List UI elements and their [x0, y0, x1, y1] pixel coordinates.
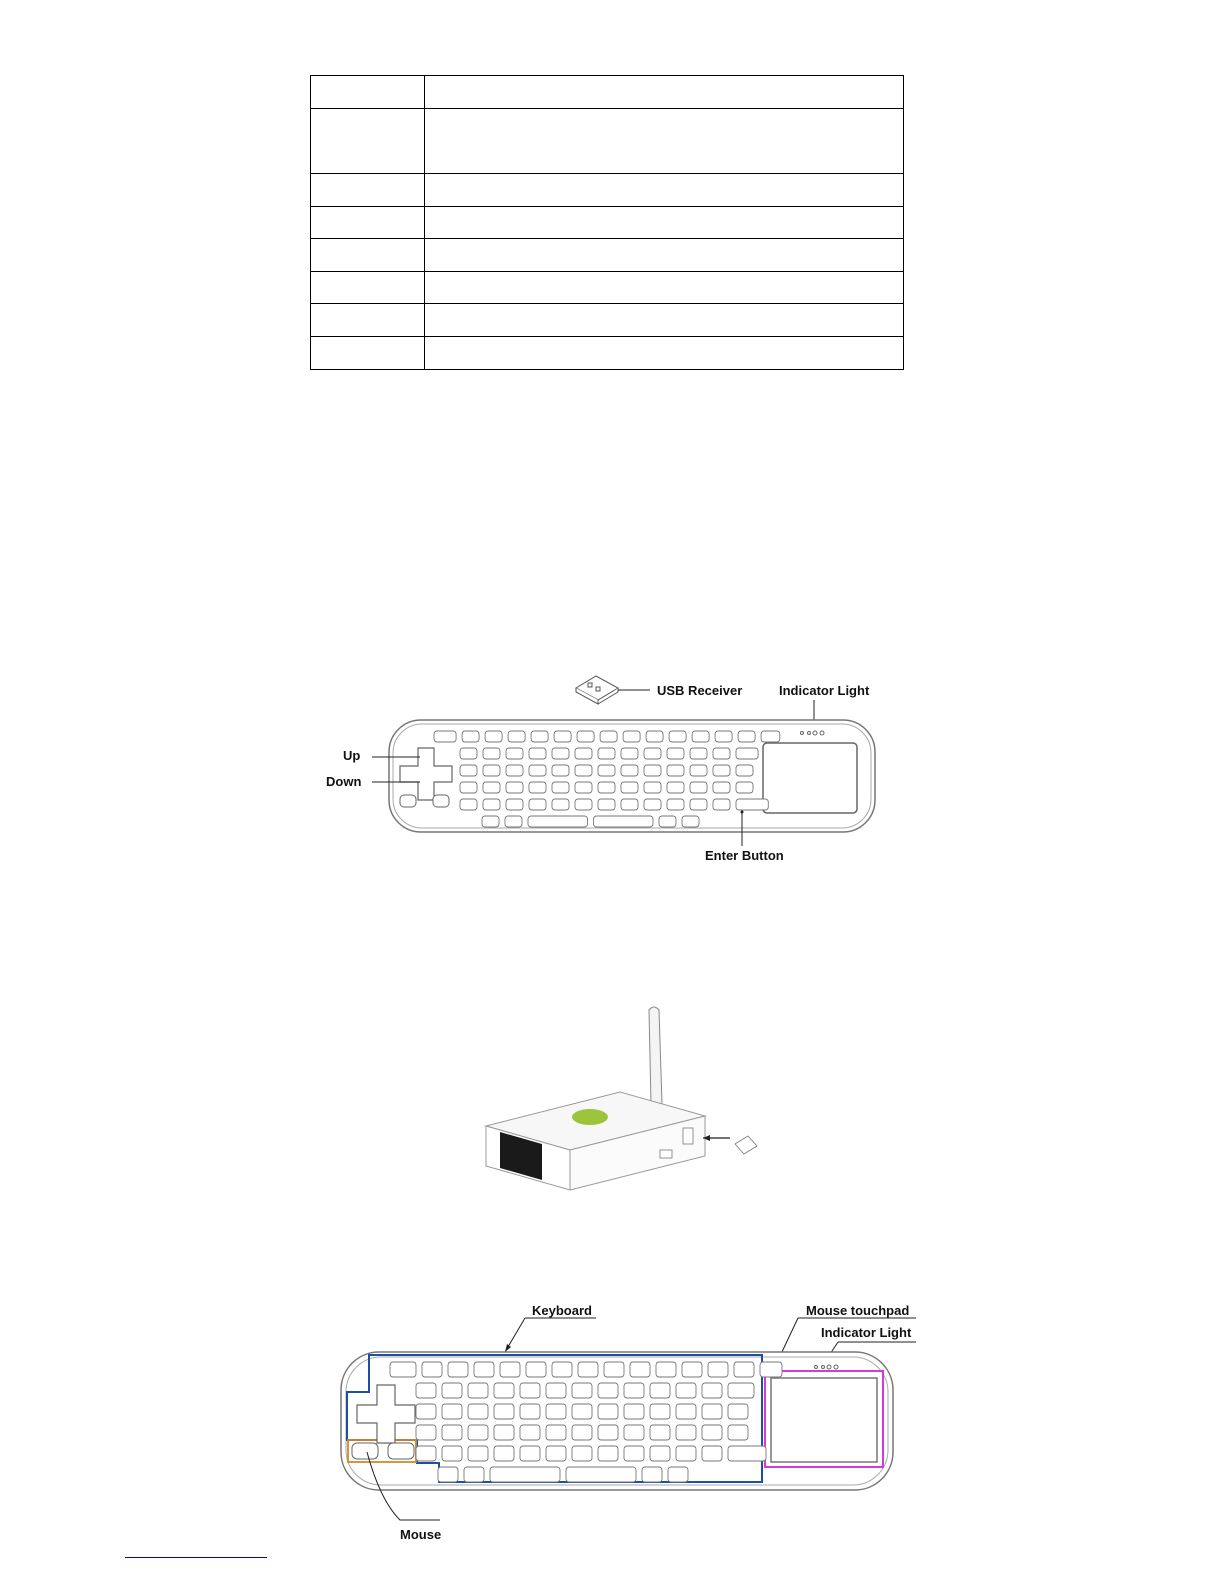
mouse-label: Mouse: [400, 1527, 442, 1542]
key: [604, 1362, 624, 1377]
key: [526, 1362, 546, 1377]
key: [416, 1446, 436, 1461]
key: [442, 1383, 462, 1398]
key: [578, 1362, 598, 1377]
key: [728, 1425, 748, 1440]
key: [676, 1383, 696, 1398]
key: [494, 1425, 514, 1440]
key: [520, 1425, 540, 1440]
key: [650, 1425, 670, 1440]
key: [650, 1446, 670, 1461]
key: [642, 1467, 662, 1482]
mouse-touchpad-label: Mouse touchpad: [806, 1303, 910, 1318]
key: [546, 1425, 566, 1440]
key: [598, 1425, 618, 1440]
key: [500, 1362, 520, 1377]
key: [494, 1446, 514, 1461]
key: [416, 1404, 436, 1419]
key: [702, 1383, 722, 1398]
key: [448, 1362, 468, 1377]
key: [702, 1446, 722, 1461]
key: [438, 1467, 458, 1482]
key: [572, 1425, 592, 1440]
key: [572, 1446, 592, 1461]
key: [468, 1446, 488, 1461]
key: [728, 1404, 748, 1419]
key: [468, 1425, 488, 1440]
key: [728, 1383, 754, 1398]
key: [734, 1362, 754, 1377]
key: [468, 1404, 488, 1419]
key: [416, 1383, 436, 1398]
mouse-left-button: [352, 1443, 378, 1459]
key: [520, 1404, 540, 1419]
key: [708, 1362, 728, 1377]
key: [422, 1362, 442, 1377]
key: [546, 1383, 566, 1398]
usb-receiver-label: USB Receiver: [657, 683, 743, 698]
key: [464, 1467, 484, 1482]
indicator-light-label-2: Indicator Light: [821, 1325, 912, 1340]
key: [552, 1362, 572, 1377]
key: [598, 1404, 618, 1419]
key: [546, 1446, 566, 1461]
key: [624, 1404, 644, 1419]
touchpad: [771, 1378, 877, 1462]
keyboard-label: Keyboard: [532, 1303, 592, 1318]
mouse-right-button: [388, 1443, 414, 1459]
footer-rule: [125, 1557, 267, 1558]
key: [728, 1446, 766, 1461]
key: [494, 1383, 514, 1398]
key: [676, 1425, 696, 1440]
key: [668, 1467, 688, 1482]
key: [624, 1446, 644, 1461]
key: [702, 1404, 722, 1419]
key: [572, 1383, 592, 1398]
key: [598, 1383, 618, 1398]
key: [676, 1404, 696, 1419]
key: [520, 1446, 540, 1461]
key: [630, 1362, 650, 1377]
key: [702, 1425, 722, 1440]
key: [520, 1383, 540, 1398]
key: [416, 1425, 436, 1440]
key: [468, 1383, 488, 1398]
key: [474, 1362, 494, 1377]
key: [598, 1446, 618, 1461]
key: [624, 1425, 644, 1440]
indicator-light-label: Indicator Light: [779, 683, 870, 698]
key: [650, 1383, 670, 1398]
key: [546, 1404, 566, 1419]
up-label: Up: [343, 748, 361, 763]
enter-button-label: Enter Button: [705, 848, 784, 863]
key: [572, 1404, 592, 1419]
key: [682, 1362, 702, 1377]
key: [442, 1404, 462, 1419]
key: [390, 1362, 416, 1377]
down-label: Down: [326, 774, 362, 789]
key: [624, 1383, 644, 1398]
key: [490, 1467, 560, 1482]
key: [442, 1425, 462, 1440]
key: [676, 1446, 696, 1461]
key: [442, 1446, 462, 1461]
key: [760, 1362, 782, 1377]
key: [656, 1362, 676, 1377]
key: [566, 1467, 636, 1482]
key: [494, 1404, 514, 1419]
key: [650, 1404, 670, 1419]
